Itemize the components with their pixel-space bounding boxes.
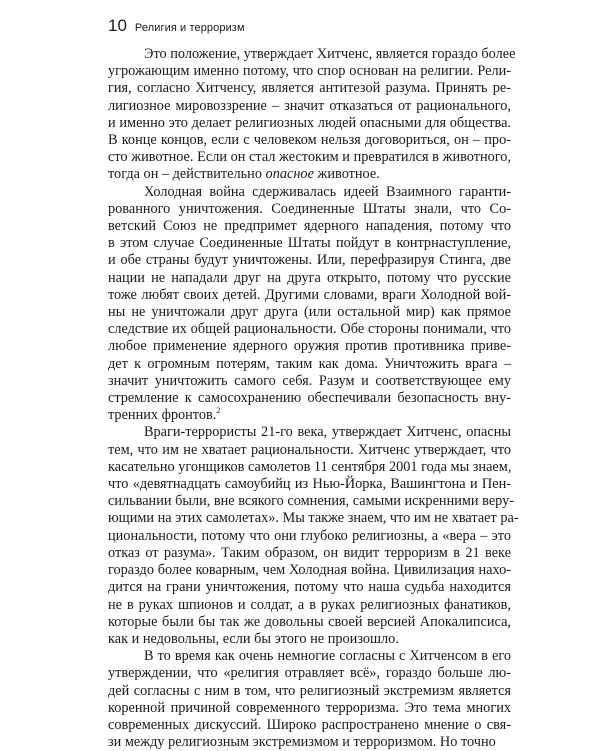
text-line: тогда он – действительно опасное животное. <box>108 166 380 183</box>
text-line: Это положение, утверждает Хитченс, является гораздо более <box>144 46 516 62</box>
text-line: дей согласны с ним в том, что религиозный экстремизм является <box>108 682 511 699</box>
paragraph <box>108 648 511 751</box>
text-line: и именно это делает религиозных людей опасными для общества. <box>108 114 511 131</box>
text-line: В то время как очень немногие согласны с Хитченсом в его <box>144 648 511 665</box>
text-line: Холодная война сдерживалась идеей Взаимного гаранти- <box>144 183 511 200</box>
text-line: ветский Союз не предпримет ядерного нападения, потому что <box>108 218 511 235</box>
text-line: сто животное. Если он стал жестоким и превратился в животного, <box>108 149 511 166</box>
text-line: что «девятнадцать самоубийц из Нью-Йорка, Вашингтона и Пен- <box>108 476 511 493</box>
text-line: коренной причиной современного терроризма. Это тема многих <box>108 699 511 716</box>
text-line: значит уничтожить самого себя. Разум и соответствующее ему <box>108 372 511 389</box>
page-number: 10 <box>108 16 127 35</box>
text-line: которые были бы так же довольны своей версией Апокалипсиса, <box>108 613 511 630</box>
page-header <box>108 16 245 36</box>
text-line: тренних фронтов.$^2$ <box>108 406 221 424</box>
text-line: в этом случае Соединенные Штаты пойдут в контрнаступление, <box>108 235 511 252</box>
text-line: следствие их общей рациональности. Обе стороны понимали, что <box>108 321 511 338</box>
text-line: ны не уничтожали друг друга (или остальной мир) как прямое <box>108 304 511 321</box>
text-line: как и недовольны, если бы этого не произошло. <box>108 630 399 647</box>
text-line: В конце концов, если с человеком нельзя договориться, он – про- <box>108 132 511 149</box>
text-line: тем, что им не хватает рациональности. Хитченс утверждает, что <box>108 441 511 458</box>
running-head: Религия и терроризм <box>134 22 245 34</box>
text-line: стремление к самосохранению обеспечивали безопасность вну- <box>108 390 511 407</box>
text-line: современных дискуссий. Широко распространено мнение о свя- <box>108 716 511 733</box>
text-line: отказ от разума». Таким образом, он видит терроризм в 21 веке <box>108 544 511 561</box>
body-text <box>108 46 519 751</box>
text-line: дится на грани уничтожения, потому что наша судьба находится <box>108 579 511 596</box>
text-line: Враги-террористы 21-го века, утверждает Хитченс, опасны <box>144 424 511 441</box>
text-line: нации не нападали друг на друга открыто, потому что русские <box>108 269 511 286</box>
text-line: лигиозное мировоззрение – значит отказаться от рационального, <box>108 97 511 114</box>
text-line: циональности, потому что они глубоко религиозны, а «вера – это <box>108 527 511 544</box>
paragraph <box>108 46 516 184</box>
text-line: гия, согласно Хитченсу, является антитезой разума. Принять ре- <box>108 80 511 97</box>
text-line: и обе страны будут уничтожены. Или, перефразируя Стинга, две <box>108 252 511 269</box>
text-line: сильвании были, вне всякого сомнения, самыми искренними веру- <box>108 493 515 510</box>
paragraph <box>108 184 511 425</box>
text-line: рованного уничтожения. Соединенные Штаты знали, что Со- <box>108 200 511 217</box>
text-line: дет к огромным потерям, таким как дома. Уничтожить врага – <box>108 355 511 372</box>
text-line: угрожающим именно потому, что спор основан на религии. Рели- <box>108 63 511 80</box>
text-line: гораздо более коварным, чем Холодная война. Цивилизация нахо- <box>108 562 511 579</box>
text-line: касательно угонщиков самолетов 11 сентября 2001 года мы знаем, <box>108 458 512 475</box>
paragraph <box>108 424 519 648</box>
text-line: не в руках шпионов и солдат, а в руках религиозных фанатиков, <box>108 596 511 613</box>
text-line: любое применение ядерного оружия против противника приве- <box>108 338 511 355</box>
text-line: ющими на этих самолетах». Мы также знаем, что им не хватает ра- <box>108 510 519 527</box>
footnote-ref: 2 <box>216 406 221 416</box>
text-line: зи между религиозным экстремизмом и терроризмом. Но точно <box>108 734 496 751</box>
text-line: тоже любят своих детей. Другими словами, враги Холодной вой- <box>108 286 511 303</box>
text-line: утверждении, что «религия отравляет всё», гораздо больше лю- <box>108 665 511 682</box>
